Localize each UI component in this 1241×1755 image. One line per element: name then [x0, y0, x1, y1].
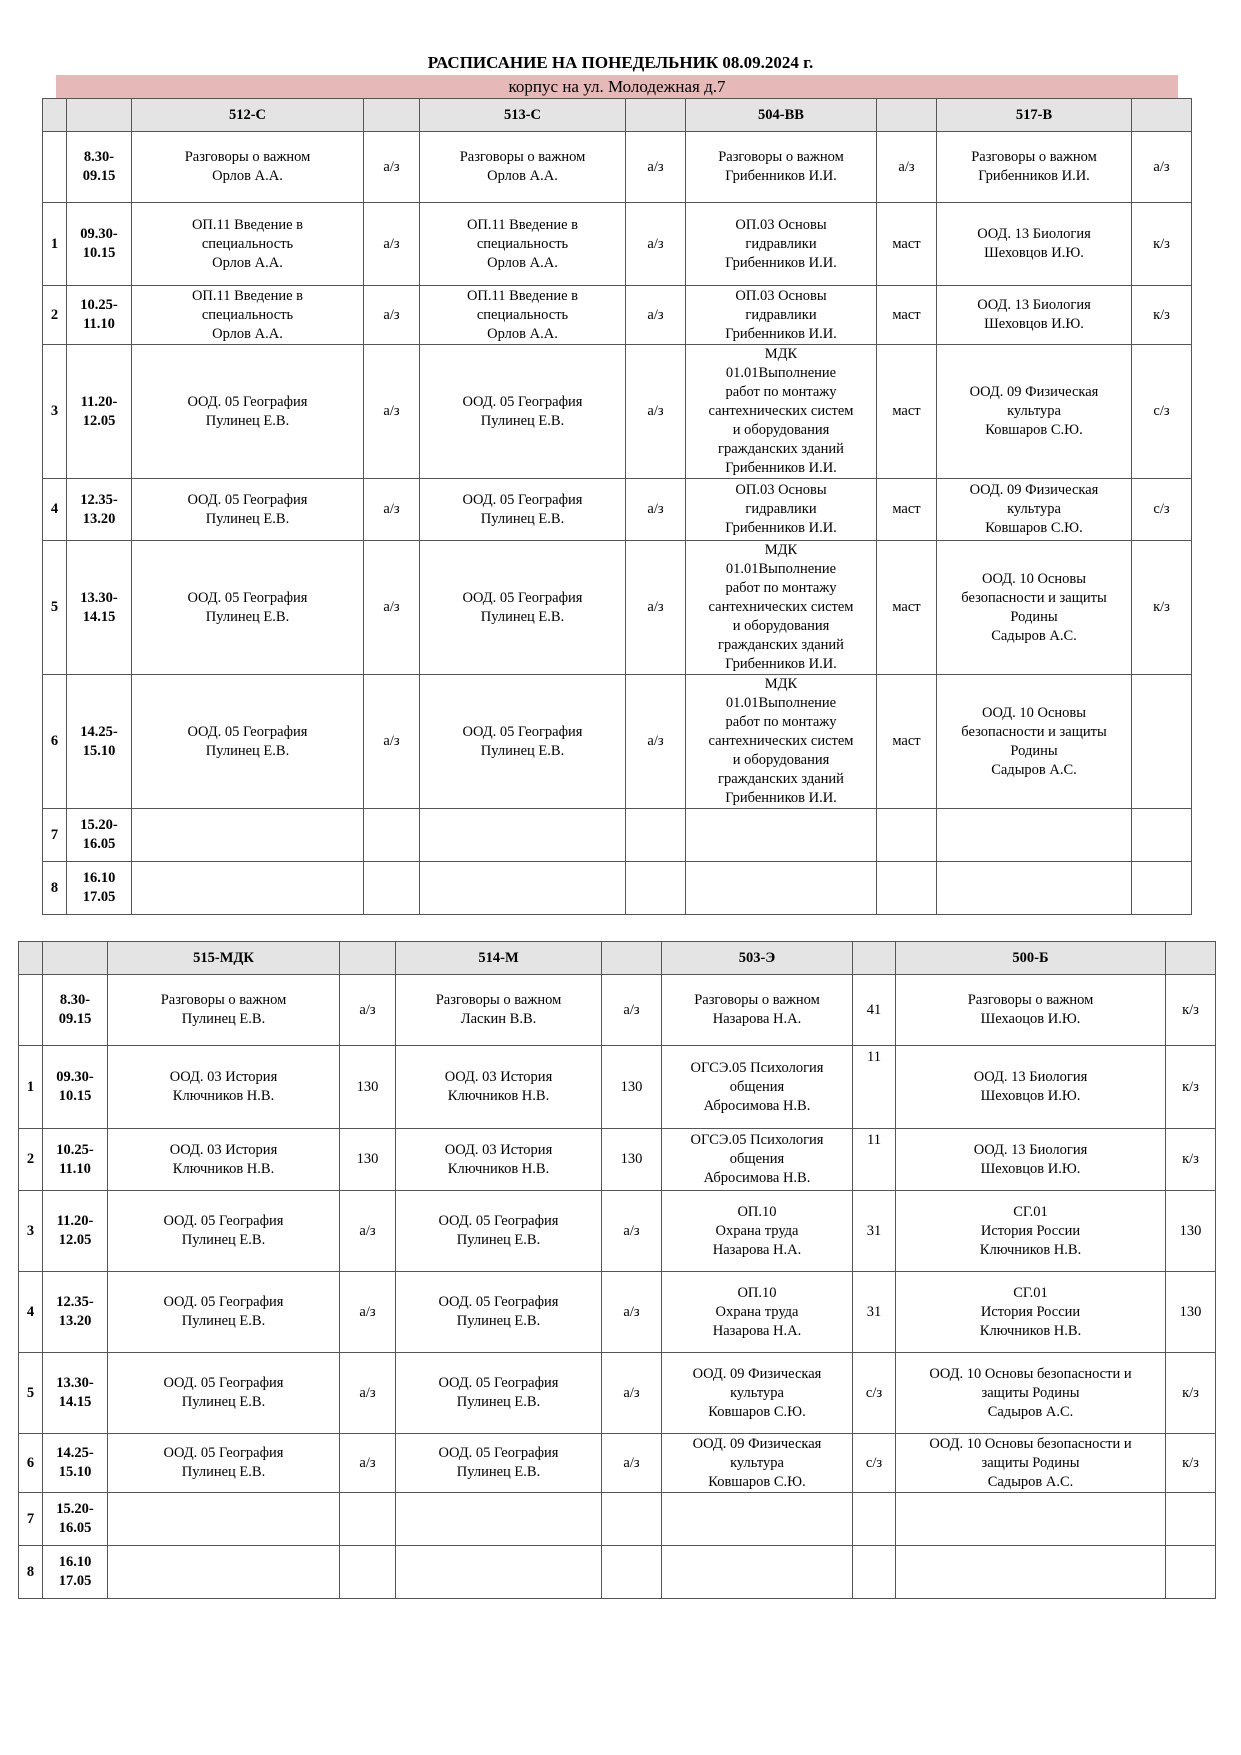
- lesson-subject: [662, 1493, 853, 1546]
- lesson-subject: [132, 862, 364, 915]
- lesson-subject: ОП.11 Введение в специальность Орлов А.А.: [420, 203, 626, 286]
- lesson-subject: Разговоры о важном Назарова Н.А.: [662, 975, 853, 1046]
- lesson-subject: ООД. 10 Основы безопасности и защиты Родины Садыров А.С.: [937, 541, 1132, 675]
- lesson-subject: [420, 862, 626, 915]
- lesson-number: 5: [19, 1353, 43, 1434]
- lesson-room: а/з: [364, 132, 420, 203]
- lesson-room: [1166, 1546, 1216, 1599]
- lesson-subject: МДК 01.01Выполнение работ по монтажу сантехнических систем и оборудования гражданских зданий Грибенников И.И.: [686, 345, 877, 479]
- lesson-number: 1: [43, 203, 67, 286]
- group-header: 514-М: [396, 942, 602, 975]
- schedule-row: [43, 862, 1192, 915]
- schedule-table-2: [18, 941, 1216, 1599]
- room-header: [853, 942, 896, 975]
- lesson-time: 14.25- 15.10: [43, 1434, 108, 1493]
- lesson-subject: [132, 809, 364, 862]
- lesson-subject: ООД. 05 География Пулинец Е.В.: [420, 479, 626, 541]
- lesson-subject: ООД. 03 История Ключников Н.В.: [396, 1129, 602, 1191]
- lesson-room: а/з: [602, 1434, 662, 1493]
- header-time-cell: [43, 942, 108, 975]
- lesson-room: а/з: [340, 1272, 396, 1353]
- lesson-subject: [937, 809, 1132, 862]
- room-header: [1166, 942, 1216, 975]
- schedule-table-1: [42, 98, 1192, 915]
- lesson-room: 31: [853, 1191, 896, 1272]
- lesson-room: с/з: [1132, 345, 1192, 479]
- lesson-subject: ООД. 10 Основы безопасности и защиты Родины Садыров А.С.: [937, 675, 1132, 809]
- lesson-room: [340, 1546, 396, 1599]
- lesson-subject: ООД. 05 География Пулинец Е.В.: [108, 1434, 340, 1493]
- lesson-subject: Разговоры о важном Грибенников И.И.: [686, 132, 877, 203]
- lesson-room: 130: [602, 1046, 662, 1129]
- lesson-room: 11: [853, 1129, 896, 1191]
- lesson-room: 130: [1166, 1191, 1216, 1272]
- lesson-subject: ОГСЭ.05 Психология общения Абросимова Н.В.: [662, 1046, 853, 1129]
- room-header: [1132, 99, 1192, 132]
- group-header: 517-В: [937, 99, 1132, 132]
- lesson-subject: ОП.10 Охрана труда Назарова Н.А.: [662, 1272, 853, 1353]
- lesson-room: а/з: [626, 132, 686, 203]
- lesson-subject: ООД. 05 География Пулинец Е.В.: [108, 1353, 340, 1434]
- lesson-room: [877, 862, 937, 915]
- schedule-row: [19, 975, 1216, 1046]
- lesson-room: [364, 862, 420, 915]
- lesson-room: 31: [853, 1272, 896, 1353]
- lesson-subject: ООД. 13 Биология Шеховцов И.Ю.: [937, 286, 1132, 345]
- lesson-subject: ООД. 05 География Пулинец Е.В.: [396, 1434, 602, 1493]
- lesson-room: [1132, 675, 1192, 809]
- group-header: 504-ВВ: [686, 99, 877, 132]
- lesson-subject: ООД. 05 География Пулинец Е.В.: [420, 541, 626, 675]
- lesson-subject: ООД. 05 География Пулинец Е.В.: [132, 479, 364, 541]
- lesson-number: 2: [19, 1129, 43, 1191]
- group-header: 512-С: [132, 99, 364, 132]
- lesson-time: 16.10 17.05: [67, 862, 132, 915]
- lesson-room: 11: [853, 1046, 896, 1129]
- lesson-subject: СГ.01 История России Ключников Н.В.: [896, 1272, 1166, 1353]
- lesson-subject: [420, 809, 626, 862]
- lesson-subject: Разговоры о важном Орлов А.А.: [132, 132, 364, 203]
- room-header: [602, 942, 662, 975]
- lesson-subject: ООД. 09 Физическая культура Ковшаров С.Ю.: [937, 479, 1132, 541]
- lesson-number: 7: [43, 809, 67, 862]
- lesson-subject: ООД. 10 Основы безопасности и защиты Родины Садыров А.С.: [896, 1353, 1166, 1434]
- lesson-room: [877, 809, 937, 862]
- page-title: РАСПИСАНИЕ НА ПОНЕДЕЛЬНИК 08.09.2024 г.: [427, 53, 814, 72]
- lesson-room: а/з: [340, 1353, 396, 1434]
- schedule-row: [43, 541, 1192, 675]
- lesson-time: 13.30- 14.15: [43, 1353, 108, 1434]
- lesson-room: с/з: [853, 1434, 896, 1493]
- lesson-time: 16.10 17.05: [43, 1546, 108, 1599]
- lesson-time: 15.20- 16.05: [43, 1493, 108, 1546]
- schedule-row: [19, 1493, 1216, 1546]
- lesson-subject: ООД. 05 География Пулинец Е.В.: [132, 541, 364, 675]
- lesson-room: [853, 1493, 896, 1546]
- lesson-room: а/з: [626, 203, 686, 286]
- lesson-subject: ООД. 05 География Пулинец Е.В.: [132, 345, 364, 479]
- lesson-subject: Разговоры о важном Пулинец Е.В.: [108, 975, 340, 1046]
- lesson-subject: ООД. 03 История Ключников Н.В.: [108, 1046, 340, 1129]
- lesson-time: 10.25- 11.10: [43, 1129, 108, 1191]
- lesson-subject: ООД. 13 Биология Шеховцов И.Ю.: [896, 1129, 1166, 1191]
- schedule-row: [43, 132, 1192, 203]
- lesson-subject: [108, 1546, 340, 1599]
- header-num-cell: [19, 942, 43, 975]
- lesson-subject: ОП.03 Основы гидравлики Грибенников И.И.: [686, 286, 877, 345]
- lesson-time: 8.30- 09.15: [43, 975, 108, 1046]
- lesson-room: с/з: [1132, 479, 1192, 541]
- lesson-room: к/з: [1132, 203, 1192, 286]
- lesson-subject: ООД. 10 Основы безопасности и защиты Родины Садыров А.С.: [896, 1434, 1166, 1493]
- lesson-subject: ООД. 03 История Ключников Н.В.: [396, 1046, 602, 1129]
- lesson-number: [19, 975, 43, 1046]
- lesson-subject: ООД. 05 География Пулинец Е.В.: [132, 675, 364, 809]
- header-num-cell: [43, 99, 67, 132]
- lesson-room: а/з: [364, 286, 420, 345]
- lesson-time: 09.30- 10.15: [67, 203, 132, 286]
- lesson-subject: МДК 01.01Выполнение работ по монтажу сантехнических систем и оборудования гражданских зданий Грибенников И.И.: [686, 541, 877, 675]
- lesson-subject: [662, 1546, 853, 1599]
- lesson-room: а/з: [364, 675, 420, 809]
- lesson-room: а/з: [364, 541, 420, 675]
- lesson-room: а/з: [602, 975, 662, 1046]
- lesson-room: а/з: [364, 479, 420, 541]
- lesson-room: [853, 1546, 896, 1599]
- lesson-time: 11.20- 12.05: [43, 1191, 108, 1272]
- lesson-room: к/з: [1166, 1434, 1216, 1493]
- lesson-room: [1166, 1493, 1216, 1546]
- header-row: [43, 99, 1192, 132]
- lesson-room: а/з: [364, 345, 420, 479]
- lesson-room: а/з: [626, 479, 686, 541]
- lesson-room: с/з: [853, 1353, 896, 1434]
- lesson-room: к/з: [1166, 1129, 1216, 1191]
- lesson-time: 09.30- 10.15: [43, 1046, 108, 1129]
- lesson-subject: ООД. 05 География Пулинец Е.В.: [108, 1191, 340, 1272]
- schedule-row: [19, 1353, 1216, 1434]
- lesson-number: 3: [43, 345, 67, 479]
- lesson-subject: [396, 1546, 602, 1599]
- lesson-subject: [108, 1493, 340, 1546]
- lesson-number: 6: [43, 675, 67, 809]
- lesson-subject: [896, 1493, 1166, 1546]
- schedule-row: [19, 1546, 1216, 1599]
- lesson-room: маст: [877, 675, 937, 809]
- group-header: 500-Б: [896, 942, 1166, 975]
- lesson-number: [43, 132, 67, 203]
- lesson-time: 15.20- 16.05: [67, 809, 132, 862]
- lesson-room: [340, 1493, 396, 1546]
- lesson-subject: [686, 809, 877, 862]
- lesson-room: 130: [340, 1129, 396, 1191]
- header-row: [19, 942, 1216, 975]
- lesson-subject: ОП.11 Введение в специальность Орлов А.А.: [132, 286, 364, 345]
- lesson-time: 14.25- 15.10: [67, 675, 132, 809]
- schedule-row: [19, 1129, 1216, 1191]
- lesson-room: а/з: [626, 286, 686, 345]
- lesson-subject: Разговоры о важном Грибенников И.И.: [937, 132, 1132, 203]
- schedule-row: [43, 479, 1192, 541]
- lesson-subject: ООД. 05 География Пулинец Е.В.: [396, 1353, 602, 1434]
- lesson-subject: [937, 862, 1132, 915]
- lesson-room: 130: [602, 1129, 662, 1191]
- schedule-row: [19, 1434, 1216, 1493]
- lesson-time: 8.30- 09.15: [67, 132, 132, 203]
- lesson-time: 11.20- 12.05: [67, 345, 132, 479]
- lesson-subject: Разговоры о важном Ласкин В.В.: [396, 975, 602, 1046]
- lesson-number: 2: [43, 286, 67, 345]
- lesson-room: а/з: [1132, 132, 1192, 203]
- lesson-subject: ОП.11 Введение в специальность Орлов А.А.: [132, 203, 364, 286]
- lesson-subject: ООД. 09 Физическая культура Ковшаров С.Ю.: [662, 1434, 853, 1493]
- lesson-room: к/з: [1132, 541, 1192, 675]
- lesson-time: 13.30- 14.15: [67, 541, 132, 675]
- lesson-subject: ОП.11 Введение в специальность Орлов А.А.: [420, 286, 626, 345]
- schedule-row: [43, 809, 1192, 862]
- lesson-number: 3: [19, 1191, 43, 1272]
- schedule-row: [19, 1272, 1216, 1353]
- lesson-subject: ООД. 05 География Пулинец Е.В.: [420, 345, 626, 479]
- lesson-time: 12.35- 13.20: [67, 479, 132, 541]
- building-subtitle: корпус на ул. Молодежная д.7: [56, 75, 1178, 98]
- lesson-subject: ООД. 05 География Пулинец Е.В.: [396, 1272, 602, 1353]
- lesson-room: [602, 1493, 662, 1546]
- lesson-room: а/з: [626, 541, 686, 675]
- lesson-room: к/з: [1166, 1353, 1216, 1434]
- lesson-subject: ОП.10 Охрана труда Назарова Н.А.: [662, 1191, 853, 1272]
- lesson-room: маст: [877, 541, 937, 675]
- lesson-room: к/з: [1166, 975, 1216, 1046]
- lesson-subject: ООД. 05 География Пулинец Е.В.: [420, 675, 626, 809]
- lesson-subject: ОП.03 Основы гидравлики Грибенников И.И.: [686, 203, 877, 286]
- lesson-subject: ООД. 13 Биология Шеховцов И.Ю.: [937, 203, 1132, 286]
- lesson-subject: ООД. 05 География Пулинец Е.В.: [108, 1272, 340, 1353]
- lesson-subject: Разговоры о важном Орлов А.А.: [420, 132, 626, 203]
- lesson-room: а/з: [340, 975, 396, 1046]
- schedule-row: [43, 345, 1192, 479]
- lesson-room: а/з: [626, 675, 686, 809]
- lesson-subject: [686, 862, 877, 915]
- lesson-room: 130: [340, 1046, 396, 1129]
- lesson-subject: ООД. 09 Физическая культура Ковшаров С.Ю.: [937, 345, 1132, 479]
- lesson-room: к/з: [1132, 286, 1192, 345]
- schedule-row: [43, 675, 1192, 809]
- lesson-time: 10.25- 11.10: [67, 286, 132, 345]
- room-header: [626, 99, 686, 132]
- lesson-room: а/з: [602, 1353, 662, 1434]
- lesson-subject: ООД. 03 История Ключников Н.В.: [108, 1129, 340, 1191]
- lesson-room: [364, 809, 420, 862]
- lesson-room: а/з: [340, 1191, 396, 1272]
- lesson-subject: ООД. 13 Биология Шеховцов И.Ю.: [896, 1046, 1166, 1129]
- lesson-subject: Разговоры о важном Шехаоцов И.Ю.: [896, 975, 1166, 1046]
- lesson-subject: ООД. 09 Физическая культура Ковшаров С.Ю.: [662, 1353, 853, 1434]
- schedule-row: [19, 1046, 1216, 1129]
- room-header: [364, 99, 420, 132]
- schedule-row: [43, 286, 1192, 345]
- lesson-subject: МДК 01.01Выполнение работ по монтажу сантехнических систем и оборудования гражданских зданий Грибенников И.И.: [686, 675, 877, 809]
- lesson-room: а/з: [602, 1191, 662, 1272]
- schedule-row: [43, 203, 1192, 286]
- lesson-subject: СГ.01 История России Ключников Н.В.: [896, 1191, 1166, 1272]
- lesson-number: 4: [43, 479, 67, 541]
- lesson-subject: ОГСЭ.05 Психология общения Абросимова Н.В.: [662, 1129, 853, 1191]
- lesson-room: 130: [1166, 1272, 1216, 1353]
- lesson-room: а/з: [602, 1272, 662, 1353]
- lesson-room: маст: [877, 479, 937, 541]
- lesson-room: маст: [877, 203, 937, 286]
- lesson-room: маст: [877, 345, 937, 479]
- lesson-room: [626, 809, 686, 862]
- lesson-room: а/з: [877, 132, 937, 203]
- lesson-room: [1132, 809, 1192, 862]
- lesson-room: а/з: [364, 203, 420, 286]
- lesson-number: 8: [19, 1546, 43, 1599]
- lesson-time: 12.35- 13.20: [43, 1272, 108, 1353]
- lesson-number: 7: [19, 1493, 43, 1546]
- lesson-room: а/з: [626, 345, 686, 479]
- lesson-subject: ООД. 05 География Пулинец Е.В.: [396, 1191, 602, 1272]
- lesson-number: 8: [43, 862, 67, 915]
- lesson-room: [626, 862, 686, 915]
- lesson-number: 4: [19, 1272, 43, 1353]
- room-header: [877, 99, 937, 132]
- lesson-room: 41: [853, 975, 896, 1046]
- header-time-cell: [67, 99, 132, 132]
- group-header: 503-Э: [662, 942, 853, 975]
- lesson-number: 5: [43, 541, 67, 675]
- lesson-room: маст: [877, 286, 937, 345]
- lesson-subject: [396, 1493, 602, 1546]
- group-header: 515-МДК: [108, 942, 340, 975]
- lesson-subject: [896, 1546, 1166, 1599]
- room-header: [340, 942, 396, 975]
- lesson-room: к/з: [1166, 1046, 1216, 1129]
- lesson-number: 1: [19, 1046, 43, 1129]
- lesson-room: а/з: [340, 1434, 396, 1493]
- lesson-number: 6: [19, 1434, 43, 1493]
- lesson-room: [1132, 862, 1192, 915]
- group-header: 513-С: [420, 99, 626, 132]
- lesson-subject: ОП.03 Основы гидравлики Грибенников И.И.: [686, 479, 877, 541]
- schedule-row: [19, 1191, 1216, 1272]
- lesson-room: [602, 1546, 662, 1599]
